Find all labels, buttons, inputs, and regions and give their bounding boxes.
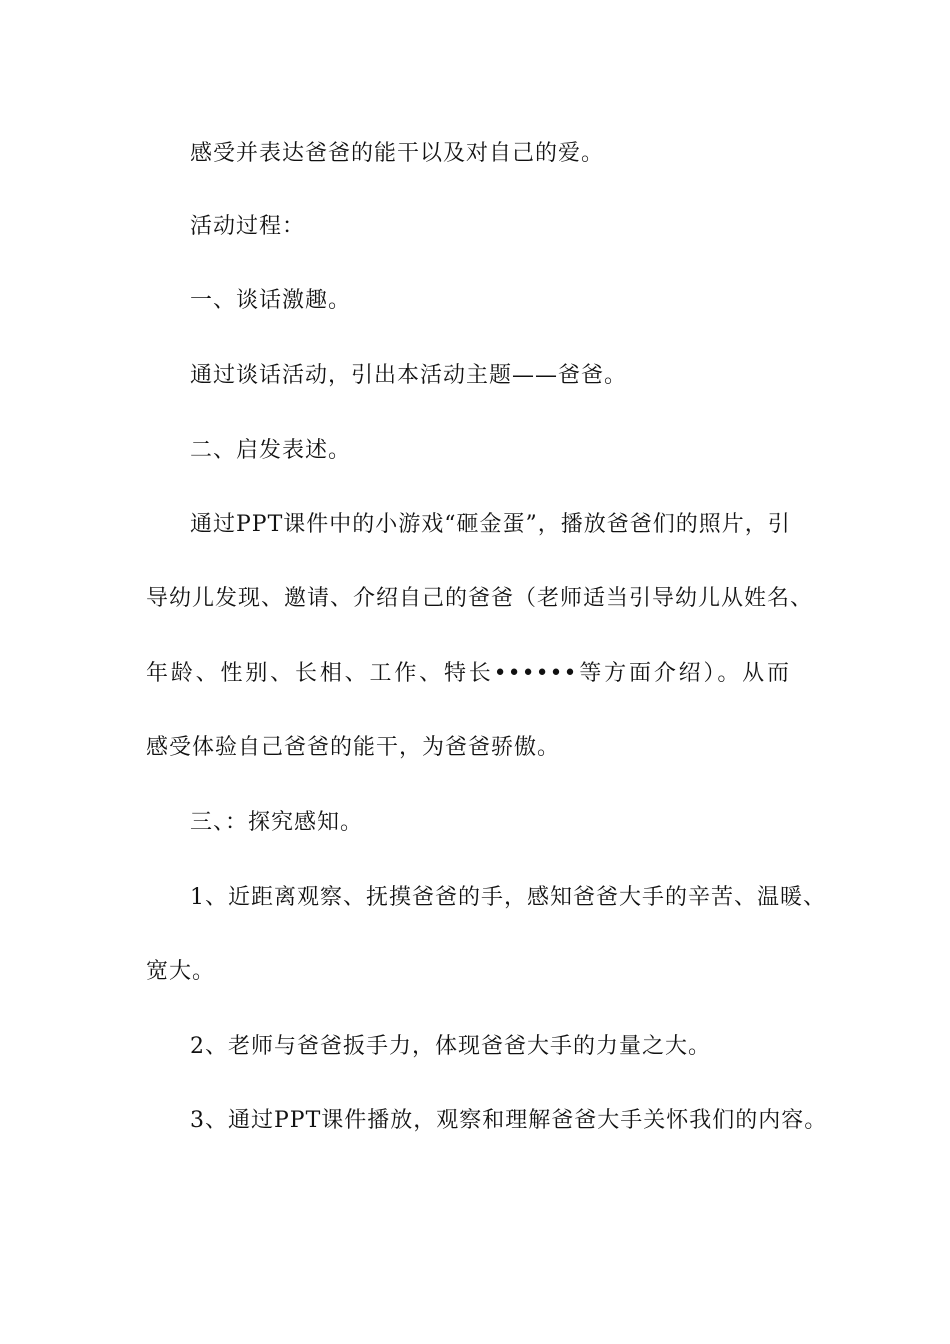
- paragraph-goal: 感受并表达爸爸的能干以及对自己的爱。: [190, 141, 605, 166]
- paragraph-section-two-line-2: 导幼儿发现、邀请、介绍自己的爸爸（老师适当引导幼儿从姓名、: [146, 586, 814, 611]
- heading-section-three: 三、：探究感知。: [190, 810, 364, 835]
- heading-section-two: 二、启发表述。: [190, 438, 352, 463]
- paragraph-section-two-line-3: 年龄、性别、长相、工作、特长••••••等方面介绍）。从而: [146, 661, 790, 686]
- paragraph-section-two-line-4: 感受体验自己爸爸的能干，为爸爸骄傲。: [146, 735, 561, 760]
- list-item-1-line-2: 宽大。: [146, 959, 216, 984]
- heading-section-one: 一、谈话激趣。: [190, 288, 352, 313]
- paragraph-section-one: 通过谈话活动，引出本活动主题——爸爸。: [190, 363, 628, 388]
- heading-activity-process: 活动过程：: [190, 214, 306, 239]
- list-item-2: 2、老师与爸爸扳手力，体现爸爸大手的力量之大。: [190, 1034, 711, 1059]
- paragraph-section-two-line-1: 通过PPT课件中的小游戏“砸金蛋”，播放爸爸们的照片，引: [190, 512, 791, 537]
- list-item-3: 3、通过PPT课件播放，观察和理解爸爸大手关怀我们的内容。: [190, 1108, 828, 1133]
- list-item-1-line-1: 1、近距离观察、抚摸爸爸的手，感知爸爸大手的辛苦、温暖、: [190, 885, 826, 910]
